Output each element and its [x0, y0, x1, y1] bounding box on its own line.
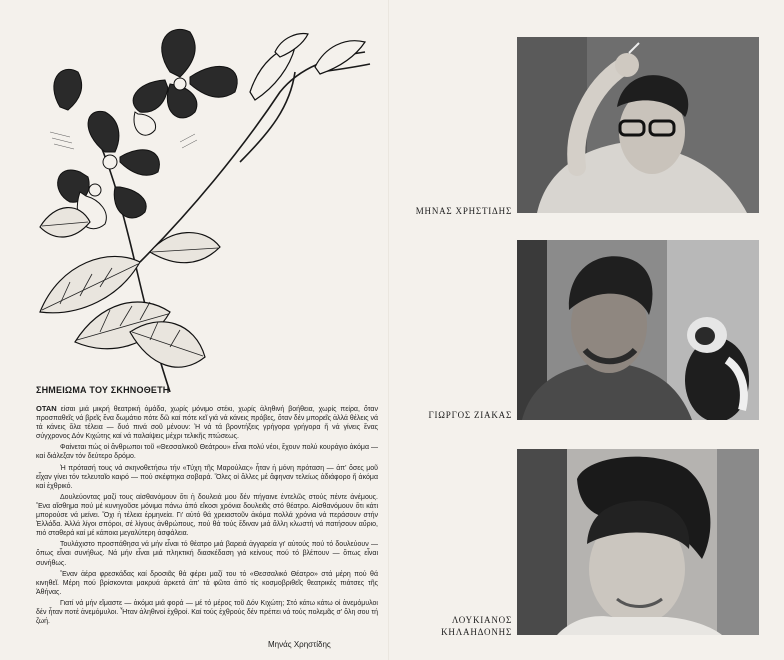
note-paragraph: Γιατί νά μήν εἴμαστε — ἀκόμα μιά φορά — μέ τό μέρος τοῦ Δόν Κιχώτη; Στό κάτω κάτω οἱ ἀνεμόμυλοι δέν ἦταν ποτέ ἀνεμόμυλοι. Ἦταν ἀληθινοί ἐχθροί. Καί τούς ἐχθρούς δέν πρέπει νά τούς πολεμᾶς σ' ὅλη σου τή ζωή.: [36, 599, 378, 626]
portrait-man-curly-hair: [517, 449, 759, 635]
directors-note: [36, 385, 378, 626]
portrait-man-with-lemur: [517, 240, 759, 420]
note-signature: Μηνάς Χρηστίδης: [268, 640, 331, 649]
note-paragraph: Φαίνεται πώς οἱ ἄνθρωποι τοῦ «Θεσσαλικοῦ Θεάτρου» εἶναι πολύ νέοι, ἔχουν πολύ κουράγιο ἀκόμα — καί διάλεξαν τόν δεύτερο δρόμο.: [36, 444, 378, 461]
portrait-man-glasses: [517, 37, 759, 213]
portrait-photo-3: [517, 449, 759, 635]
photo-caption-3: ΛΟΥΚΙΑΝΟΣ ΚΗΛΑΗΔΟΝΗΣ: [441, 615, 512, 637]
note-paragraph: Ἡ πρότασή τους νά σκηνοθετήσω τήν «Τύχη τῆς Μαρούλας» ἦταν ἡ μόνη πρόταση — ἀπ' ὅσες μοῦ εἶχαν γίνει τόν τελευταῖο καιρό — πού σκέφτηκα σοβαρά. Ὅλες οἱ ἄλλες μέ ἄφηναν τελείως ἀδιάφορο ἤ ἀκόμα καί ἐχθρικό.: [36, 464, 378, 490]
portrait-photo-2: [517, 240, 759, 420]
note-paragraph: ΟΤΑΝ είσαι μιά μικρή θεατρική ὁμάδα, χωρίς μόνιμο στέκι, χωρίς ἀληθινή βοήθεια, χωρίς πείρα, ὅταν προσπαθεῖς νά βρεῖς ἕνα δωμάτιο πότε δῶ καί πότε κεῖ γιά νά κάνεις πρόβες, ὅταν δέν μπορεῖς ἀλλά θέλεις νά τά κάνεις ὅλα τέλεια — δυό πινά σοῦ μένουν: Ἡ νά τά βροντήξεις γρήγορα γρήγορα ἤ νά γίνεις ἕνας σύγχρονος Δόν Κιχώτης καί νά παλαίψεις μέχρι τελικῆς πτώσεως.: [36, 404, 378, 441]
flower-branch-illustration: [20, 12, 400, 392]
photo-caption-1: ΜΗΝΑΣ ΧΡΗΣΤΙΔΗΣ: [415, 206, 512, 216]
note-paragraph: Ἕναν ἀέρα φρεσκάδας καί δροσιᾶς θά φέρει μαζί του τό «Θεσσαλικό Θέατρο» στά μέρη πού θά κινηθεῖ. Μέρη πού βρίσκονται μακρυά ἀρκετά ἀπ' τά φῶτα ἀπό τίς κοσμοβριθεῖς θεατρικές πιάτσες τῆς Ἀθήνας.: [36, 570, 378, 596]
note-title: ΣΗΜΕΙΩΜΑ ΤΟΥ ΣΚΗΝΟΘΕΤΗ: [36, 385, 170, 395]
note-paragraph: Δουλεύοντας μαζί τους αἰσθανόμουν ὅτι ἡ δουλειά μου δέν πήγαινε ἐντελῶς στούς πέντε ἀνέμους. Ἕνα αἴσθημα πού μέ κυνηγοῦσε μόνιμα πάνω ἀπό εἴκοσι χρόνια δουλειᾶς στό θέατρο. Αἰσθανόμουν ὅτι κάτι μπορούσε νά μείνει. Ὄχι ἡ τέλεια ἑρμηνεία. Γι' αὐτό θά χρειαστοῦν ἀκόμα πολλά χρόνια νά περάσουν στήν Ἑλλάδα. Ἀλλά λίγοι σπόροι, σέ λίγους ἀνθρώπους, πού θά τούς ἔδιναν μιά ἄλλη κλωστή νά πατήσουν αὔριο, πιό σταθερά καί μέ κάποια μεγαλύτερη ἀσφάλεια.: [36, 493, 378, 538]
photo-caption-2: ΓΙΩΡΓΟΣ ΖΙΑΚΑΣ: [428, 410, 512, 420]
portrait-photo-1: [517, 37, 759, 213]
note-paragraph: Τουλάχιστο προσπάθησα νά μήν εἶναι τό θέατρο μιά βαρειά ἀγγαρεία γι' αὐτούς πού τό δουλεύουν — ὅπως εἶναι συνήθως. Νά μήν εἶναι μιά πληκτική διασκέδαση γιά κείνους πού τό βλέπουν — ὅπως εἶναι συνήθως.: [36, 541, 378, 567]
